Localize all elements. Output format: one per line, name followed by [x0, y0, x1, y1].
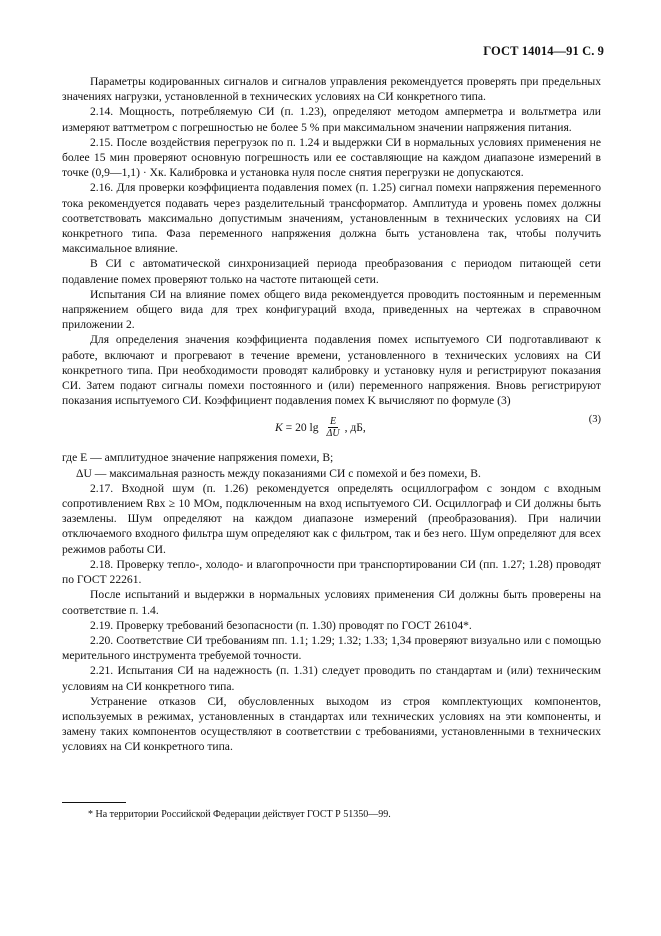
paragraph-rejection-method: Для определения значения коэффициента подавления помех испытуемого СИ подготавливают к работе, включают и прогревают в течение времени, установленного в технических условиях на СИ конкретного типа. При необходимости проводят калибровку и установку нуля и регистрируют показания СИ. Затем подают сигналы помехи постоянного и (или) переменного напряжения. Вновь регистрируют показания испытуемого СИ. Коэффициент подавления помех K вычисляют по формуле (3): [62, 333, 601, 408]
paragraph-failures: Устранение отказов СИ, обусловленных выходом из строя комплектующих компонентов, используемых в режимах, установленных в стандартах или технических условиях на эти компоненты, и замену таких компонентов осуществляют в соответствии с требованиями, установленными в технических условиях на СИ конкретного типа.: [62, 694, 601, 754]
paragraph-coded-signals: Параметры кодированных сигналов и сигналов управления рекомендуется проверять при предельных значениях нагрузки, установленной в технических условиях на СИ конкретного типа.: [62, 75, 601, 104]
footnote-divider: [62, 802, 126, 803]
formula-fraction: [324, 416, 341, 439]
paragraph-2-17: 2.17. Входной шум (п. 1.26) рекомендуется определять осциллографом с зондом с входным сопротивлением Rвх ≥ 10 МОм, подключенным на вход испытуемого СИ. Осциллограф и СИ должны быть заземлены. Шум определяют на каждом диапазоне измерений (преобразования). При наличии отключаемого входного фильтра шум определяют как с фильтром, так и без него. Шум определяют для всех режимов работы СИ.: [62, 481, 601, 556]
formula-lhs: K: [275, 421, 283, 435]
paragraph-sync: В СИ с автоматической синхронизацией периода преобразования с периодом питающей сети подавление помех проверяют только на частоте питающей сети.: [62, 257, 601, 286]
formula-denominator: ΔU: [326, 428, 340, 440]
body-text: [62, 74, 601, 755]
formula-3: [62, 410, 601, 450]
paragraph-2-21: 2.21. Испытания СИ на надежность (п. 1.31) следует проводить по стандартам и (или) техническим условиям на СИ конкретного типа.: [62, 664, 601, 693]
paragraph-common-mode: Испытания СИ на влияние помех общего вида рекомендуется проводить постоянным и переменным напряжением общего вида для трех конфигураций входа, приведенных на чертежах в справочном приложении 2.: [62, 287, 601, 332]
footnote: * На территории Российской Федерации действует ГОСТ Р 51350—99.: [88, 809, 391, 820]
paragraph-2-14: 2.14. Мощность, потребляемую СИ (п. 1.23), определяют методом амперметра и вольтметра или измеряют ваттметром с погрешностью не более 5 % при максимальном значении напряжения питания.: [62, 105, 601, 134]
definition-delta-u: ΔU — максимальная разность между показаниями СИ с помехой и без помехи, В.: [76, 466, 481, 480]
paragraph-2-19: 2.19. Проверку требований безопасности (п. 1.30) проводят по ГОСТ 26104*.: [90, 618, 472, 632]
paragraph-after-tests: После испытаний и выдержки в нормальных условиях применения СИ должны быть проверены на соответствие п. 1.4.: [62, 588, 601, 617]
paragraph-2-18: 2.18. Проверку тепло-, холодо- и влагопрочности при транспортировании СИ (пп. 1.27; 1.28) проводят по ГОСТ 22261.: [62, 557, 601, 587]
formula-numerator: E: [329, 416, 337, 428]
formula-definitions: [62, 450, 601, 480]
paragraph-2-15: 2.15. После воздействия перегрузок по п. 1.24 и выдержки СИ в нормальных условиях применения не более 15 мин проверяют основную погрешность или ее составляющие на каждом диапазоне измерений в точке (0,9—1,1) · Xк. Калибровка и установка нуля после снятия перегрузки не допускаются.: [62, 135, 601, 180]
running-header: ГОСТ 14014—91 С. 9: [483, 44, 604, 58]
formula-number: (3): [588, 414, 601, 426]
paragraph-2-16: 2.16. Для проверки коэффициента подавления помех (п. 1.25) сигнал помехи напряжения переменного тока рекомендуется подавать через разделительный трансформатор. Амплитуда и уровень помех должны соответствовать максимально допустимым значениям, установленным в технических условиях на СИ конкретного типа. Фаза переменного напряжения должна быть установлена так, чтобы получить максимальное влияние.: [62, 181, 601, 256]
formula-expression: [275, 416, 366, 439]
formula-unit: , дБ,: [344, 421, 366, 435]
formula-equals: = 20 lg: [282, 421, 322, 435]
definition-e: где E — амплитудное значение напряжения помехи, В;: [62, 451, 334, 465]
paragraph-2-20: 2.20. Соответствие СИ требованиям пп. 1.1; 1.29; 1.32; 1.33; 1,34 проверяют визуально или с помощью мерительного инструмента требуемой точности.: [62, 633, 601, 663]
